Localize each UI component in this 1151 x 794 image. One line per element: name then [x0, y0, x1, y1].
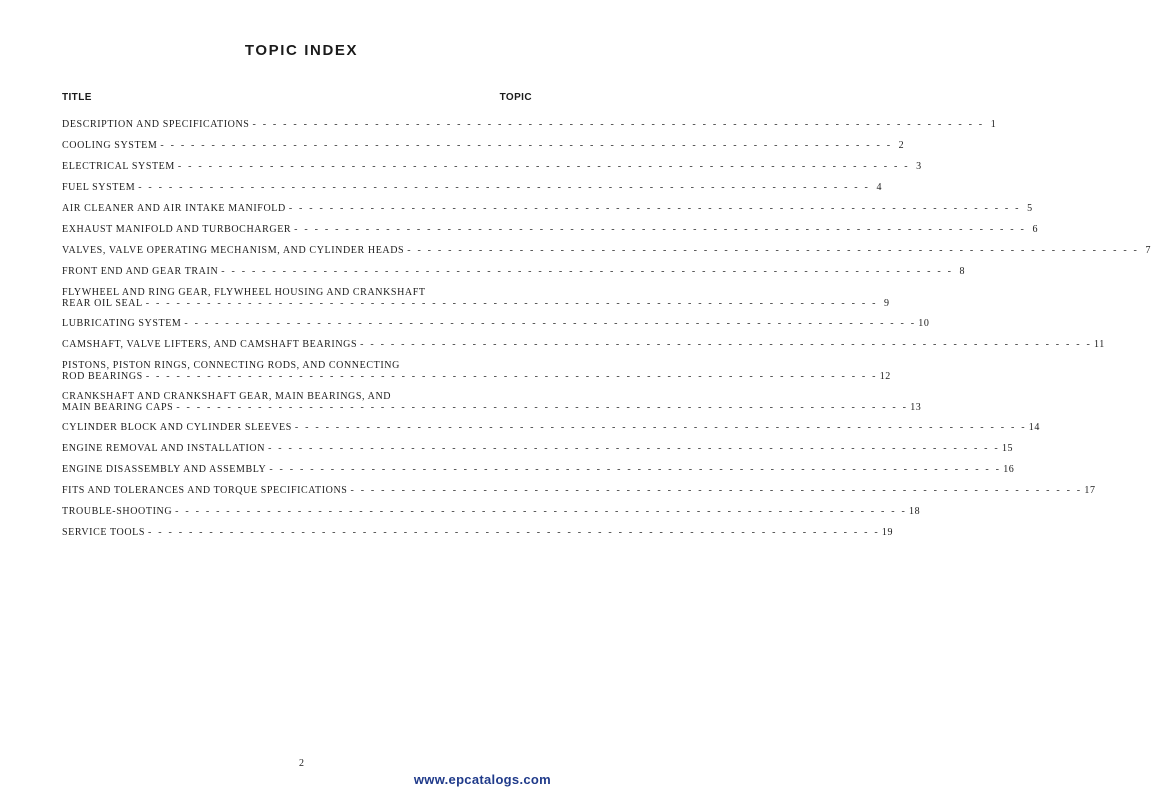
topic-entry[interactable]	[62, 161, 922, 182]
topic-entry-row	[62, 224, 1039, 235]
topic-title: EXHAUST MANIFOLD AND TURBOCHARGER	[62, 224, 292, 235]
topic-title: LUBRICATING SYSTEM	[62, 318, 182, 329]
topic-title: COOLING SYSTEM	[62, 140, 158, 151]
topic-title: ENGINE DISASSEMBLY AND ASSEMBLY	[62, 464, 267, 475]
topic-entry-row	[62, 527, 894, 538]
dot-leader: - - - - - - - - - - - - - - - - - - - - - - - - - - - - - - - - - - - - - - - - - - - - - - - - - - - - - - - - - - - - - - - - - - - - - - - -	[221, 266, 954, 277]
topic-entry[interactable]	[62, 203, 1033, 224]
topic-title-line1: CRANKSHAFT AND CRANKSHAFT GEAR, MAIN BEARINGS, AND	[62, 391, 392, 402]
topic-title: ENGINE REMOVAL AND INSTALLATION	[62, 443, 266, 454]
topic-entry-row	[62, 298, 890, 309]
topic-number: 12	[879, 371, 891, 382]
topic-entry-row	[62, 371, 891, 382]
dot-leader: - - - - - - - - - - - - - - - - - - - - - - - - - - - - - - - - - - - - - - - - - - - - - - - - - - - - - - - - - - - - - - - - - - - - - - - -	[148, 527, 880, 538]
topic-number: 10	[918, 318, 930, 329]
topic-number: 15	[1001, 443, 1014, 454]
topic-entry-row	[62, 506, 921, 517]
topic-entry[interactable]	[62, 360, 891, 391]
dot-leader: - - - - - - - - - - - - - - - - - - - - - - - - - - - - - - - - - - - - - - - - - - - - - - - - - - - - - - - - - - - - - - - - - - - - - - - -	[145, 298, 878, 309]
topic-title: ELECTRICAL SYSTEM	[62, 161, 175, 172]
topic-entry-row	[62, 402, 922, 413]
column-header-topic: TOPIC	[499, 92, 532, 103]
topic-title-line1: PISTONS, PISTON RINGS, CONNECTING RODS, AND CONNECTING	[62, 360, 400, 371]
topic-entry-row	[62, 245, 1151, 256]
dot-leader: - - - - - - - - - - - - - - - - - - - - - - - - - - - - - - - - - - - - - - - - - - - - - - - - - - - - - - - - - - - - - - - - - - - - - - - -	[176, 402, 909, 413]
dot-leader: - - - - - - - - - - - - - - - - - - - - - - - - - - - - - - - - - - - - - - - - - - - - - - - - - - - - - - - - - - - - - - - - - - - - - - - -	[350, 485, 1083, 496]
dot-leader: - - - - - - - - - - - - - - - - - - - - - - - - - - - - - - - - - - - - - - - - - - - - - - - - - - - - - - - - - - - - - - - - - - - - - - - -	[160, 140, 893, 151]
topic-title-line2: ROD BEARINGS	[62, 371, 143, 382]
topic-number: 13	[910, 402, 922, 413]
dot-leader: - - - - - - - - - - - - - - - - - - - - - - - - - - - - - - - - - - - - - - - - - - - - - - - - - - - - - - - - - - - - - - - - - - - - - - - -	[145, 371, 878, 382]
topic-number: 19	[881, 527, 894, 538]
topic-entry-row	[62, 318, 930, 329]
dot-leader: - - - - - - - - - - - - - - - - - - - - - - - - - - - - - - - - - - - - - - - - - - - - - - - - - - - - - - - - - - - - - - - - - - - - - - - -	[407, 245, 1140, 256]
topic-entry[interactable]	[62, 245, 1151, 266]
topic-entry[interactable]	[62, 287, 890, 318]
topic-entry-row	[62, 161, 922, 172]
topic-title-line2: MAIN BEARING CAPS	[62, 402, 174, 413]
topic-title: FRONT END AND GEAR TRAIN	[62, 266, 219, 277]
topic-title: AIR CLEANER AND AIR INTAKE MANIFOLD	[62, 203, 286, 214]
topic-entry-row	[62, 119, 997, 130]
topic-number: 9	[884, 298, 890, 309]
topic-number: 1	[990, 119, 997, 130]
topic-title: CYLINDER BLOCK AND CYLINDER SLEEVES	[62, 422, 292, 433]
topic-entry[interactable]	[62, 140, 905, 161]
page-number: 2	[299, 758, 304, 769]
topic-number: 16	[1003, 464, 1015, 475]
topic-entry[interactable]	[62, 527, 894, 548]
topic-entry-row	[62, 422, 1040, 433]
topic-entry[interactable]	[62, 443, 1014, 464]
topic-entry-row	[62, 140, 905, 151]
topic-title: DESCRIPTION AND SPECIFICATIONS	[62, 119, 250, 130]
topic-entry[interactable]	[62, 506, 921, 527]
topic-number: 2	[898, 140, 905, 151]
topic-number: 14	[1028, 422, 1040, 433]
dot-leader: - - - - - - - - - - - - - - - - - - - - - - - - - - - - - - - - - - - - - - - - - - - - - - - - - - - - - - - - - - - - - - - - - - - - - - - -	[360, 339, 1093, 350]
dot-leader: - - - - - - - - - - - - - - - - - - - - - - - - - - - - - - - - - - - - - - - - - - - - - - - - - - - - - - - - - - - - - - - - - - - - - - - -	[177, 161, 910, 172]
dot-leader: - - - - - - - - - - - - - - - - - - - - - - - - - - - - - - - - - - - - - - - - - - - - - - - - - - - - - - - - - - - - - - - - - - - - - - - -	[252, 119, 985, 130]
topic-entry[interactable]	[62, 391, 922, 422]
topic-entry[interactable]	[62, 318, 930, 339]
topic-entry-row	[62, 339, 1105, 350]
topic-number: 11	[1094, 339, 1105, 350]
topic-number: 4	[876, 182, 883, 193]
topic-entry[interactable]	[62, 224, 1039, 245]
topic-entry[interactable]	[62, 485, 1096, 506]
dot-leader: - - - - - - - - - - - - - - - - - - - - - - - - - - - - - - - - - - - - - - - - - - - - - - - - - - - - - - - - - - - - - - - - - - - - - - - -	[138, 182, 871, 193]
topic-number: 18	[909, 506, 921, 517]
topic-number: 6	[1032, 224, 1039, 235]
topic-title-line1: FLYWHEEL AND RING GEAR, FLYWHEEL HOUSING AND CRANKSHAFT	[62, 287, 426, 298]
topic-number: 8	[959, 266, 966, 277]
topic-entry-row	[62, 266, 966, 277]
topic-entry-row	[62, 485, 1096, 496]
topic-number: 5	[1027, 203, 1033, 214]
topic-number: 7	[1145, 245, 1151, 256]
topic-title: SERVICE TOOLS	[62, 527, 146, 538]
topic-entry[interactable]	[62, 422, 1040, 443]
topic-entry[interactable]	[62, 266, 966, 287]
topic-entry[interactable]	[62, 119, 997, 140]
topic-list	[62, 119, 1151, 548]
topic-entry[interactable]	[62, 464, 1015, 485]
dot-leader: - - - - - - - - - - - - - - - - - - - - - - - - - - - - - - - - - - - - - - - - - - - - - - - - - - - - - - - - - - - - - - - - - - - - - - - -	[294, 224, 1027, 235]
dot-leader: - - - - - - - - - - - - - - - - - - - - - - - - - - - - - - - - - - - - - - - - - - - - - - - - - - - - - - - - - - - - - - - - - - - - - - - -	[184, 318, 917, 329]
topic-entry-row	[62, 203, 1033, 214]
topic-entry-row	[62, 182, 883, 193]
topic-title: FITS AND TOLERANCES AND TORQUE SPECIFICATIONS	[62, 485, 348, 496]
topic-title: TROUBLE-SHOOTING	[62, 506, 173, 517]
topic-entry[interactable]	[62, 182, 883, 203]
topic-entry[interactable]	[62, 339, 1105, 360]
dot-leader: - - - - - - - - - - - - - - - - - - - - - - - - - - - - - - - - - - - - - - - - - - - - - - - - - - - - - - - - - - - - - - - - - - - - - - - -	[269, 464, 1002, 475]
topic-title: FUEL SYSTEM	[62, 182, 136, 193]
topic-number: 17	[1084, 485, 1096, 496]
column-header-title: TITLE	[62, 92, 92, 103]
topic-entry-row	[62, 443, 1014, 454]
page-title: TOPIC INDEX	[244, 42, 359, 59]
dot-leader: - - - - - - - - - - - - - - - - - - - - - - - - - - - - - - - - - - - - - - - - - - - - - - - - - - - - - - - - - - - - - - - - - - - - - - - -	[268, 443, 1000, 454]
topic-number: 3	[916, 161, 922, 172]
dot-leader: - - - - - - - - - - - - - - - - - - - - - - - - - - - - - - - - - - - - - - - - - - - - - - - - - - - - - - - - - - - - - - - - - - - - - - - -	[288, 203, 1021, 214]
dot-leader: - - - - - - - - - - - - - - - - - - - - - - - - - - - - - - - - - - - - - - - - - - - - - - - - - - - - - - - - - - - - - - - - - - - - - - - -	[294, 422, 1027, 433]
topic-title: CAMSHAFT, VALVE LIFTERS, AND CAMSHAFT BEARINGS	[62, 339, 358, 350]
topic-entry-row	[62, 464, 1015, 475]
watermark-link[interactable]: www.epcatalogs.com	[413, 772, 551, 787]
topic-title: VALVES, VALVE OPERATING MECHANISM, AND CYLINDER HEADS	[62, 245, 405, 256]
dot-leader: - - - - - - - - - - - - - - - - - - - - - - - - - - - - - - - - - - - - - - - - - - - - - - - - - - - - - - - - - - - - - - - - - - - - - - - -	[175, 506, 908, 517]
topic-title-line2: REAR OIL SEAL	[62, 298, 143, 309]
